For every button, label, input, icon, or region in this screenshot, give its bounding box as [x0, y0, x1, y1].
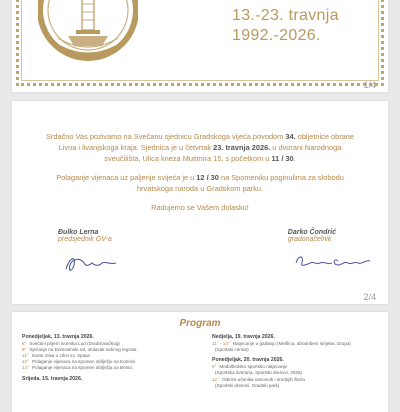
program-day-block: [212, 357, 380, 388]
program-day: Ponedjeljak, 20. travnja 2026.: [212, 357, 284, 364]
anniversary-number: 34.: [285, 132, 296, 141]
program-column-left: [22, 334, 182, 383]
para1-text-1: Srdačno Vas pozivamo na Svečanu sjednicu Gradskoga vijeća povodom: [46, 132, 286, 141]
event-text: Svečani prijem tvornika Lud (Doubrovačkog): [29, 341, 120, 347]
event-text: Polaganje vijenaca na spomen obilježju na Koricini: [31, 359, 136, 365]
program-day-block: [212, 334, 380, 353]
event-time: 9°: [212, 364, 217, 370]
event-text: Međuškolsko sportsko natjecanje: [219, 364, 288, 370]
dates-line-1: 13.-23. travnja: [232, 7, 339, 24]
program-day: Srijeda, 15. travnja 2026.: [22, 375, 83, 382]
page-number-2: 2/4: [363, 292, 376, 302]
event-text: Natjecanje u gađanju (Mešlica, obrambeni strijelac Grupa): [232, 341, 351, 347]
program-day: Nedjelja, 19. travnja 2026.: [212, 334, 275, 340]
page-number-1: 1/4: [363, 80, 376, 90]
signature-left: [62, 251, 122, 275]
event-time: 8°: [22, 341, 27, 347]
session-date: 23. travnja 2026.: [213, 143, 271, 152]
dates-line-2: 1992.-2026.: [232, 27, 321, 44]
event-text: Sveta misa u crkvi sv. Spasa: [31, 353, 90, 359]
signer-right: [288, 229, 336, 243]
para2-text-2: na Spomeniku poginulima za slobodu hrvatskoga naroda u Gradskom parku.: [136, 173, 344, 193]
program-day-block: [22, 334, 182, 372]
session-time: 11 / 30: [271, 154, 294, 163]
signer-right-name: Darko Čondrić: [287, 229, 336, 236]
city-seal-emblem: [38, 0, 138, 70]
event-time: 9°: [22, 347, 27, 353]
signature-right: [294, 251, 374, 271]
para1-text-3: u dvorani Narodnoga sveučilišta, Ulica kneza Mutimira 15, s početkom u: [104, 143, 342, 163]
event-time: 14°: [22, 365, 29, 371]
invitation-page-program: [12, 312, 388, 412]
wreath-time: 12 / 30: [196, 173, 219, 182]
seal-graphic: [38, 0, 138, 70]
event-time: 12°: [22, 359, 29, 365]
event-time: 12°: [212, 376, 219, 382]
invitation-page-text: [12, 101, 388, 304]
event-text: Polaganje vijenaca na spomen obilježja na Brinici: [31, 365, 133, 371]
invitation-page-cover: [12, 0, 388, 92]
signer-left: [58, 229, 112, 243]
program-day-block: [22, 376, 182, 382]
signer-left-role: predsjednik GV-a: [58, 236, 112, 243]
invitation-paragraph-1: [46, 131, 354, 164]
program-column-right: [212, 334, 380, 389]
event-text: Otkriće učenika osnovnih i srednjih škola: [221, 376, 305, 382]
event-text: (Sportska dvorana, Sportski dresovi, 2026): [215, 370, 303, 376]
invitation-text: [46, 131, 354, 221]
signer-left-name: Đulko Lerna: [58, 229, 99, 236]
invitation-paragraph-2: [46, 172, 354, 194]
anniversary-dates: [232, 6, 339, 46]
event-time: 11°: [22, 353, 29, 359]
event-text: (Sportski centar): [215, 347, 249, 353]
event-text: Sjećanje na Domovinski rat, obilazak sobnog tegrata: [29, 347, 137, 353]
para1-text-4: .: [293, 154, 296, 163]
program-day: Ponedjeljak, 13. travnja 2026.: [22, 334, 94, 340]
program-title: Program: [179, 318, 221, 329]
para1-text-2: obljetnice obrane Livna i livanjskoga kraja. Sjednica je u četvrtak: [58, 132, 355, 152]
event-text: (Sportski dresovi, Gradski park): [215, 382, 280, 388]
para2-text-1: Polaganje vijenaca uz paljenje svijeća je u: [56, 173, 197, 182]
event-time: 11° - 14°: [212, 341, 230, 347]
closing-line: Radujemo se Vašem dolasku!: [151, 203, 249, 212]
signer-right-role: gradonačelnik: [287, 236, 332, 243]
program-event: [212, 383, 380, 389]
